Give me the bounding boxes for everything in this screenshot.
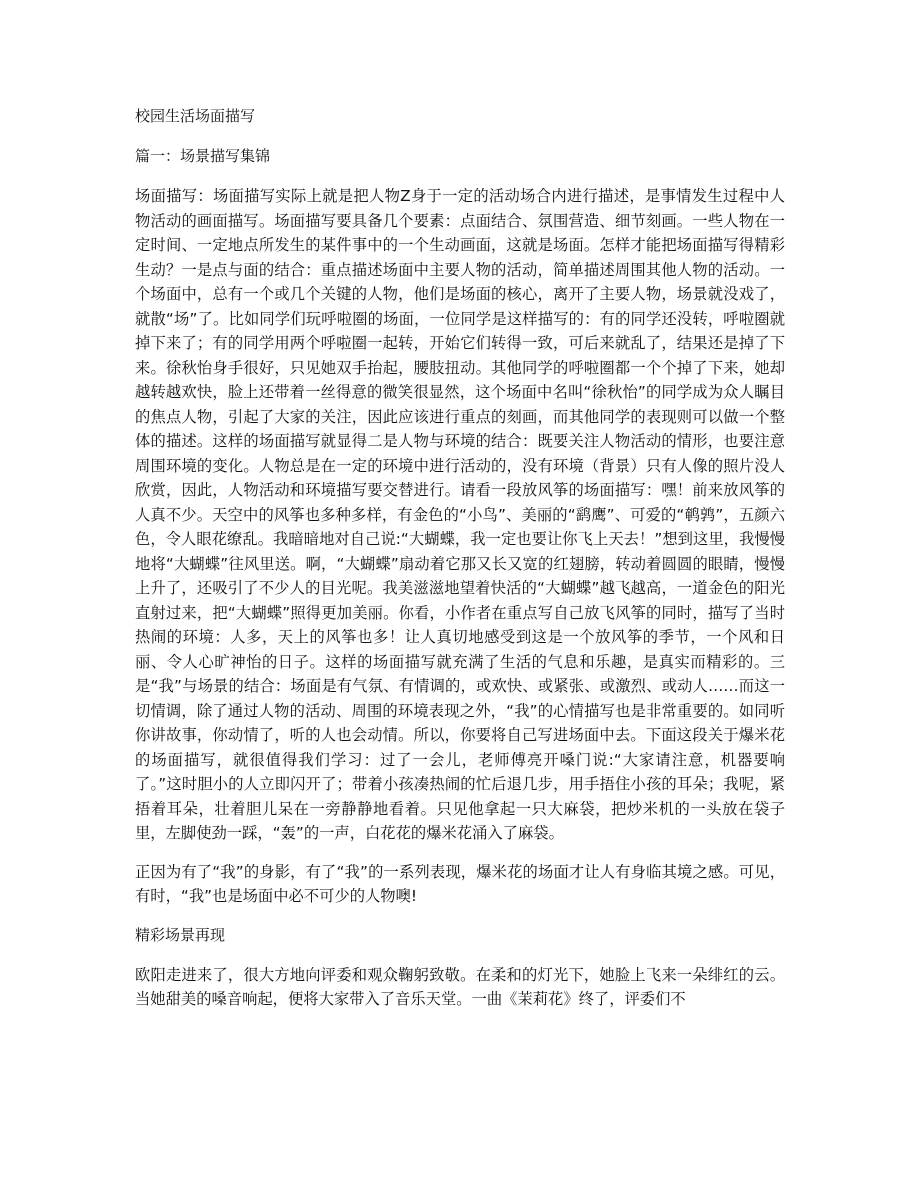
paragraph-1: 场面描写：场面描写实际上就是把人物Z身于一定的活动场合内进行描述，是事情发生过程中人物活动的画面描写。场面描写要具备几个要素：点面结合、氛围营造、细节刻画。一些人物在一定时间、一定地点所发生的某件事中的一个生动画面，这就是场面。怎样才能把场面描写得精彩生动？一是点与面的结合：重点描述场面中主要人物的活动，简单描述周围其他人物的活动。一个场面中，总有一个或几个关键的人物，他们是场面的核心，离开了主要人物，场景就没戏了，就散“场”了。比如同学们玩呼啦圈的场面，一位同学是这样描写的：有的同学还没转，呼啦圈就掉下来了；有的同学用两个呼啦圈一起转，开始它们转得一致，可后来就乱了，结果还是掉了下来。徐秋怡身手很好，只见她双手抬起，腰肢扭动。其他同学的呼啦圈都一个个掉了下来，她却越转越欢快，脸上还带着一丝得意的微笑很显然，这个场面中名叫“徐秋怡”的同学成为众人瞩目的焦点人物，引起了大家的关注，因此应该进行重点的刻画，而其他同学的表现则可以做一个整体的描述。这样的场面描写就显得二是人物与环境的结合：既要关注人物活动的情形，也要注意周围环境的变化。人物总是在一定的环境中进行活动的，没有环境（背景）只有人像的照片没人欣赏，因此，人物活动和环境描写要交替进行。请看一段放风筝的场面描写：嘿！前来放风筝的人真不少。天空中的风筝也多种多样，有金色的“小鸟”、美丽的“鹞鹰”、可爱的“鹌鹑”，五颜六色，令人眼花缭乱。我暗暗地对自己说:“大蝴蝶，我一定也要让你飞上天去！”想到这里，我慢慢地将“大蝴蝶”往风里送。啊，“大蝴蝶”扇动着它那又长又宽的红翅膀，转动着圆圆的眼睛，慢慢上升了，还吸引了不少人的目光呢。我美滋滋地望着快活的“大蝴蝶”越飞越高，一道金色的阳光直射过来，把“大蝴蝶”照得更加美丽。你看，小作者在重点写自己放飞风筝的同时，描写了当时热闹的环境：人多，天上的风筝也多！让人真切地感受到这是一个放风筝的季节，一个风和日丽、令人心旷神怡的日子。这样的场面描写就充满了生活的气息和乐趣，是真实而精彩的。三是“我”与场景的结合：场面是有气氛、有情调的，或欢快、或紧张、或激烈、或动人……而这一切情调，除了通过人物的活动、周围的环境表现之外，“我”的心情描写也是非常重要的。如同听你讲故事，你动情了，听的人也会动情。所以，你要将自己写进场面中去。下面这段关于爆米花的场面描写，就很值得我们学习：过了一会儿，老师傅亮开嗓门说:“大家请注意，机器要响了。”这时胆小的人立即闪开了；带着小孩凑热闹的忙后退几步，用手捂住小孩的耳朵；我呢，紧捂着耳朵，壮着胆儿呆在一旁静静地看着。只见他拿起一只大麻袋，把炒米机的一头放在袋子里，左脚使劲一踩，“轰”的一声，白花花的爆米花涌入了麻袋。 bbox=[135, 187, 785, 842]
paragraph-2: 正因为有了“我”的身影，有了“我”的一系列表现，爆米花的场面才让人有身临其境之感。可见，有时，“我”也是场面中必不可少的人物噢! bbox=[135, 862, 785, 905]
document-page bbox=[135, 104, 785, 1012]
document-title: 校园生活场面描写 bbox=[135, 107, 256, 125]
paragraph-3: 欧阳走进来了，很大方地向评委和观众鞠躬致敬。在柔和的灯光下，她脸上飞来一朵绯红的云。当她甜美的嗓音响起，便将大家带入了音乐天堂。一曲《茉莉花》终了，评委们不 bbox=[135, 965, 785, 1008]
section-heading-2: 精彩场景再现 bbox=[135, 925, 226, 944]
section-heading-1: 篇一：场景描写集锦 bbox=[135, 147, 271, 165]
